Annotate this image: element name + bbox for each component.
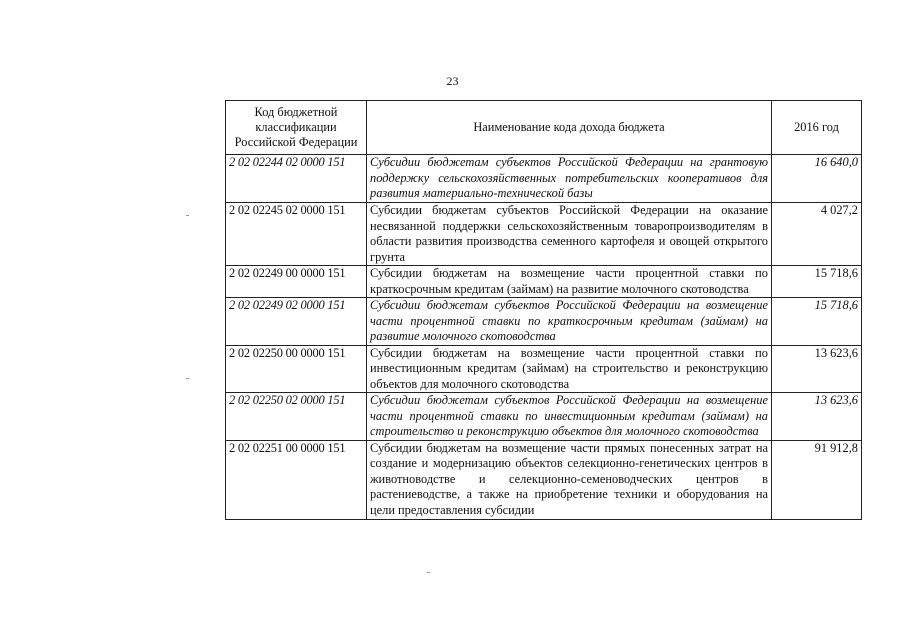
row-value: 13 623,6 (772, 345, 862, 393)
row-code: 2 02 02249 00 0000 151 (226, 266, 367, 298)
row-code: 2 02 02244 02 0000 151 (226, 155, 367, 203)
row-name: Субсидии бюджетам субъектов Российской Федерации на возмещение части процентной ставки по инвестиционным кредитам (займам) на строительство и реконструкцию объектов для молочного скотоводства (367, 393, 772, 441)
table-row (226, 266, 862, 298)
row-value: 13 623,6 (772, 393, 862, 441)
row-name: Субсидии бюджетам субъектов Российской Федерации на оказание несвязанной поддержки сельскохозяйственным товаропроизводителям в области развития производства семенного картофеля и овощей открытого грунта (367, 203, 772, 266)
row-code: 2 02 02249 02 0000 151 (226, 298, 367, 346)
table-row (226, 393, 862, 441)
row-code: 2 02 02250 00 0000 151 (226, 345, 367, 393)
scan-mark (186, 215, 189, 216)
scan-mark (186, 378, 189, 379)
row-name: Субсидии бюджетам субъектов Российской Федерации на грантовую поддержку сельскохозяйственных потребительских кооперативов для развития материально-технической базы (367, 155, 772, 203)
row-code: 2 02 02251 00 0000 151 (226, 440, 367, 519)
table-header-row (226, 101, 862, 155)
row-value: 15 718,6 (772, 266, 862, 298)
row-value: 4 027,2 (772, 203, 862, 266)
header-year: 2016 год (772, 101, 862, 155)
header-code: Код бюджетной классификации Российской Федерации (226, 101, 367, 155)
page-number: 23 (446, 74, 459, 88)
row-code: 2 02 02250 02 0000 151 (226, 393, 367, 441)
row-name: Субсидии бюджетам субъектов Российской Федерации на возмещение части процентной ставки по краткосрочным кредитам (займам) на развитие молочного скотоводства (367, 298, 772, 346)
table-row (226, 155, 862, 203)
table-row (226, 298, 862, 346)
row-name: Субсидии бюджетам на возмещение части прямых понесенных затрат на создание и модернизацию объектов селекционно-генетических центров в животноводстве и селекционно-семеноводческих центров в растениеводстве, а также на приобретение техники и оборудования на цели предоставления субсидии (367, 440, 772, 519)
budget-table (225, 100, 862, 520)
table-row (226, 440, 862, 519)
row-value: 16 640,0 (772, 155, 862, 203)
row-name: Субсидии бюджетам на возмещение части процентной ставки по краткосрочным кредитам (займам) на развитие молочного скотоводства (367, 266, 772, 298)
header-name: Наименование кода дохода бюджета (367, 101, 772, 155)
table-row (226, 345, 862, 393)
row-code: 2 02 02245 02 0000 151 (226, 203, 367, 266)
row-name: Субсидии бюджетам на возмещение части процентной ставки по инвестиционным кредитам (займам) на строительство и реконструкцию объектов для молочного скотоводства (367, 345, 772, 393)
row-value: 15 718,6 (772, 298, 862, 346)
scan-mark (427, 572, 430, 573)
row-value: 91 912,8 (772, 440, 862, 519)
table-row (226, 203, 862, 266)
